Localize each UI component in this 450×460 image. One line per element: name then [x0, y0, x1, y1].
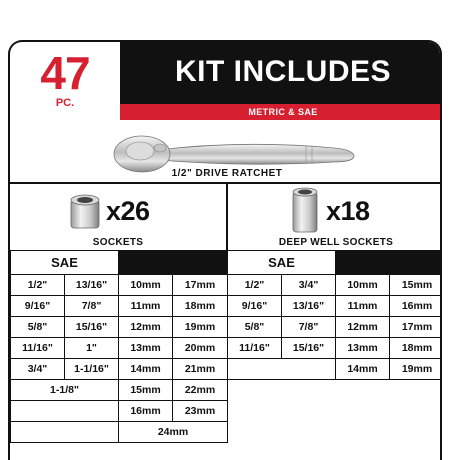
- size-cell: 17mm: [390, 317, 442, 338]
- size-cell: 3/4": [11, 359, 65, 380]
- size-cell: 11mm: [336, 296, 390, 317]
- size-cell: 1-1/16": [65, 359, 119, 380]
- table-row: [228, 296, 443, 317]
- size-cell: 9/16": [11, 296, 65, 317]
- size-cell: 11/16": [11, 338, 65, 359]
- table-row: [11, 401, 228, 422]
- size-cell: 10mm: [336, 275, 390, 296]
- size-cell: 18mm: [390, 338, 442, 359]
- size-cell: 5/8": [11, 317, 65, 338]
- column-divider: [226, 184, 228, 252]
- sockets-sae-header: SAE: [11, 251, 119, 275]
- size-cell: 24mm: [119, 422, 228, 443]
- size-cell: 20mm: [173, 338, 228, 359]
- size-cell: 13mm: [119, 338, 173, 359]
- deep-sockets-label: DEEP WELL SOCKETS: [278, 237, 394, 248]
- size-cell: 14mm: [336, 359, 390, 380]
- size-cell: 19mm: [390, 359, 442, 380]
- table-row: [11, 380, 228, 401]
- deep-sockets-table: [227, 250, 442, 380]
- empty-cell: [11, 401, 119, 422]
- size-cell: 16mm: [119, 401, 173, 422]
- size-cell: 7/8": [282, 317, 336, 338]
- size-cell: 17mm: [173, 275, 228, 296]
- size-cell: 19mm: [173, 317, 228, 338]
- size-cell: 13/16": [65, 275, 119, 296]
- table-row: [11, 275, 228, 296]
- table-row: [228, 275, 443, 296]
- size-cell: 15mm: [119, 380, 173, 401]
- size-cell: 3/4": [282, 275, 336, 296]
- piece-count-box: [10, 42, 120, 120]
- socket-icon: [68, 192, 102, 232]
- size-cell: 23mm: [173, 401, 228, 422]
- sockets-table: [10, 250, 228, 443]
- size-cell: 1-1/8": [11, 380, 119, 401]
- table-row: [228, 317, 443, 338]
- sockets-label: SOCKETS: [92, 237, 144, 248]
- table-row: [228, 338, 443, 359]
- size-cell: 12mm: [336, 317, 390, 338]
- size-cell: 9/16": [228, 296, 282, 317]
- size-cell: 16mm: [390, 296, 442, 317]
- kit-card: [8, 40, 442, 460]
- piece-count-unit: PC.: [55, 97, 75, 109]
- size-cell: 13/16": [282, 296, 336, 317]
- table-row: [11, 317, 228, 338]
- sockets-metric-header: METRIC: [119, 251, 228, 275]
- ratchet-label: 1/2" DRIVE RATCHET: [171, 168, 283, 179]
- size-cell: 10mm: [119, 275, 173, 296]
- size-cell: 22mm: [173, 380, 228, 401]
- size-cell: 14mm: [119, 359, 173, 380]
- size-cell: 1/2": [11, 275, 65, 296]
- deep-socket-count: x18: [326, 196, 370, 226]
- size-cell: 1/2": [228, 275, 282, 296]
- table-row: [11, 338, 228, 359]
- size-cell: 18mm: [173, 296, 228, 317]
- size-cell: 12mm: [119, 317, 173, 338]
- size-cell: 15mm: [390, 275, 442, 296]
- table-row: [11, 296, 228, 317]
- table-row: [228, 359, 443, 380]
- table-row: [11, 359, 228, 380]
- size-cell: 11/16": [228, 338, 282, 359]
- deep-socket-icon: [290, 186, 320, 234]
- size-cell: 15/16": [65, 317, 119, 338]
- empty-cell: [228, 359, 336, 380]
- size-cell: 7/8": [65, 296, 119, 317]
- page-title: KIT INCLUDES: [175, 55, 391, 88]
- size-cell: 11mm: [119, 296, 173, 317]
- deep-metric-header: METRIC: [336, 251, 442, 275]
- title-bar: [120, 42, 442, 104]
- socket-count: x26: [106, 196, 150, 226]
- size-cell: 21mm: [173, 359, 228, 380]
- subtitle-bar: METRIC & SAE: [120, 104, 442, 120]
- size-cell: 13mm: [336, 338, 390, 359]
- piece-count: 47: [40, 47, 90, 99]
- empty-cell: [11, 422, 119, 443]
- deep-sae-header: SAE: [228, 251, 336, 275]
- size-cell: 15/16": [282, 338, 336, 359]
- table-row: [11, 422, 228, 443]
- size-cell: 1": [65, 338, 119, 359]
- size-cell: 5/8": [228, 317, 282, 338]
